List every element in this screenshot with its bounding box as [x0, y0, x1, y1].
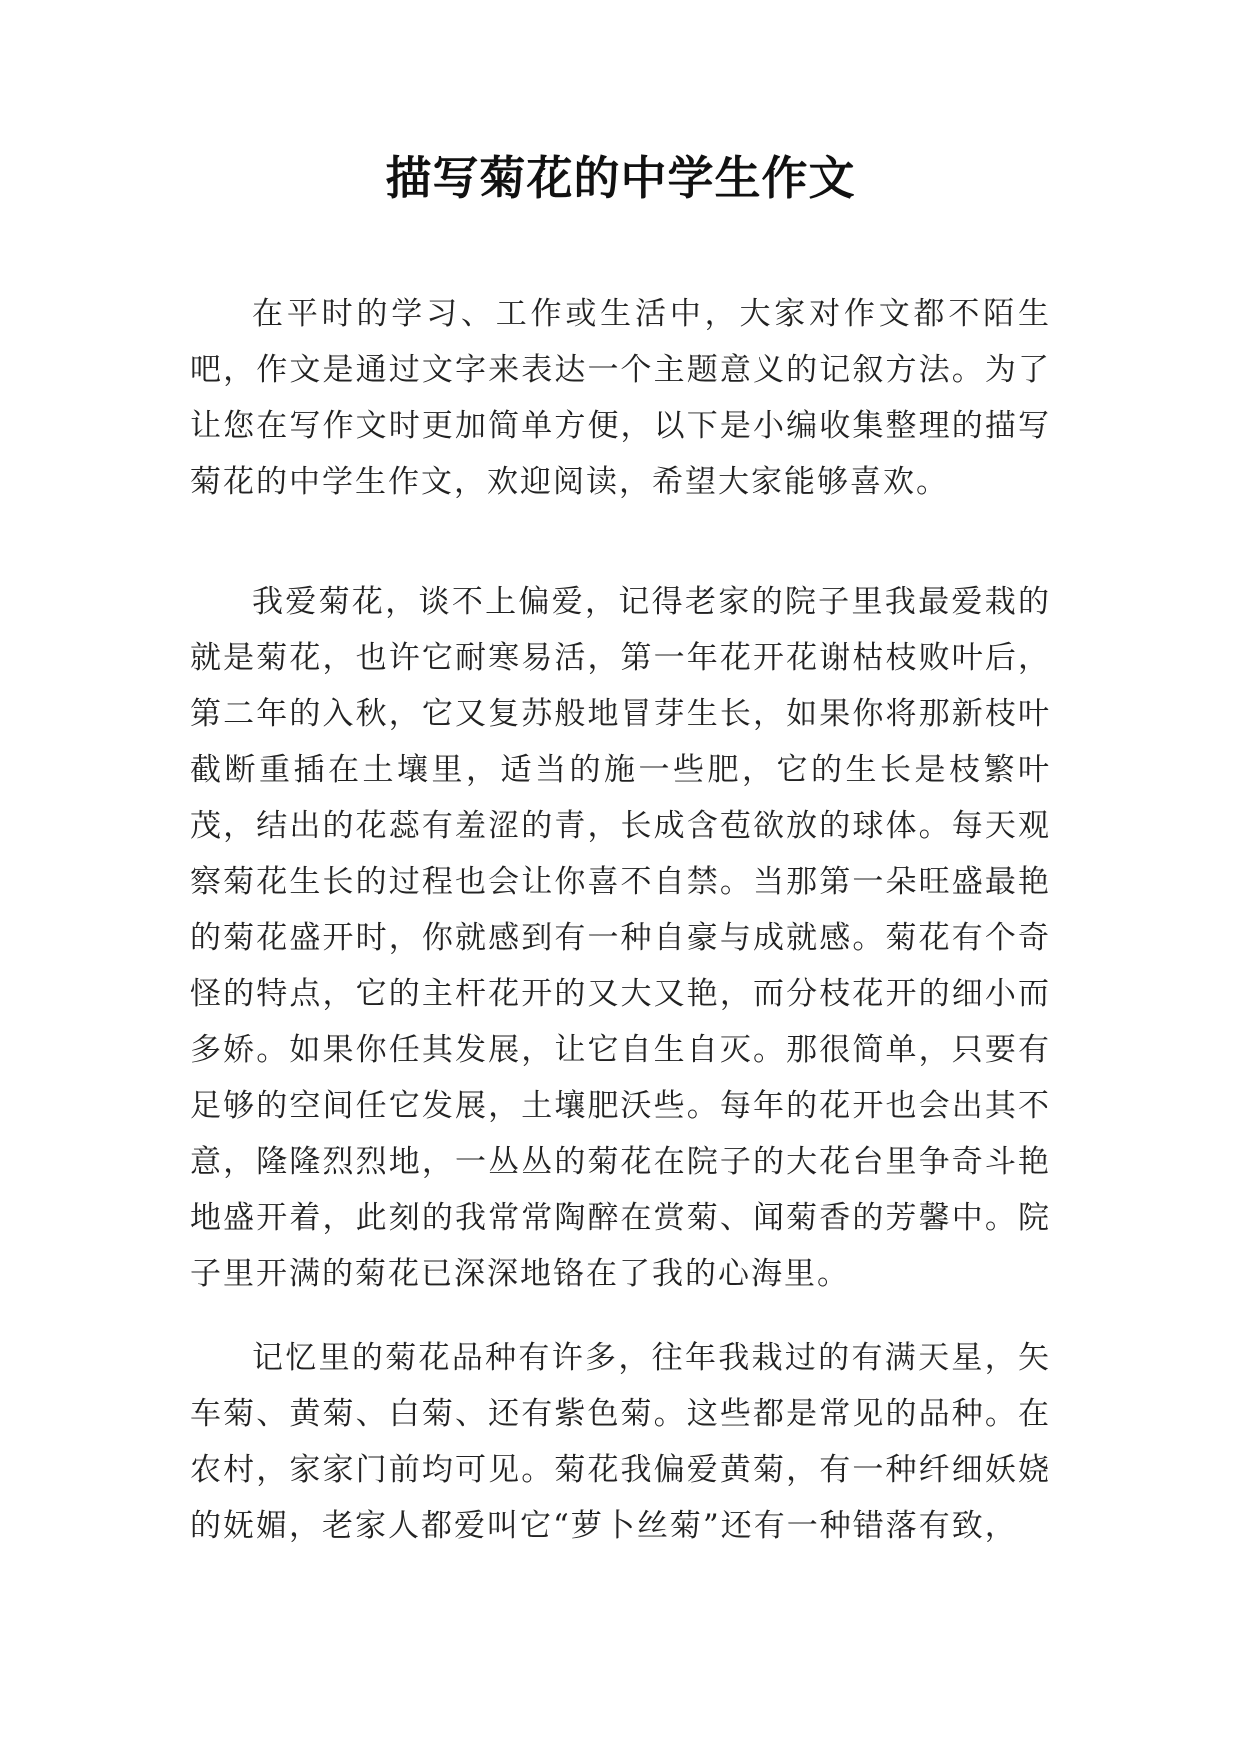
document-title: 描写菊花的中学生作文 — [385, 151, 856, 205]
paragraph-intro: 在平时的学习、工作或生活中，大家对作文都不陌生吧，作文是通过文字来表达一个主题意义的记叙方法。为了让您在写作文时更加简单方便，以下是小编收集整理的描写菊花的中学生作文，欢迎阅读，希望大家能够喜欢。 — [190, 296, 1051, 500]
document-body-intro — [190, 286, 1051, 510]
paragraph-varieties: 记忆里的菊花品种有许多，往年我栽过的有满天星，矢车菊、黄菊、白菊、还有紫色菊。这些都是常见的品种。在农村，家家门前均可见。菊花我偏爱黄菊，有一种纤细妖娆的妩媚，老家人都爱叫它“萝卜丝菊”还有一种错落有致， — [190, 1340, 1051, 1544]
document-body-main — [190, 574, 1051, 1302]
paragraph-love-chrysanthemum: 我爱菊花，谈不上偏爱，记得老家的院子里我最爱栽的就是菊花，也许它耐寒易活，第一年花开花谢枯枝败叶后，第二年的入秋，它又复苏般地冒芽生长，如果你将那新枝叶截断重插在土壤里，适当的施一些肥，它的生长是枝繁叶茂，结出的花蕊有羞涩的青，长成含苞欲放的球体。每天观察菊花生长的过程也会让你喜不自禁。当那第一朵旺盛最艳的菊花盛开时，你就感到有一种自豪与成就感。菊花有个奇怪的特点，它的主杆花开的又大又艳，而分枝花开的细小而多娇。如果你任其发展，让它自生自灭。那很简单，只要有足够的空间任它发展，土壤肥沃些。每年的花开也会出其不意，隆隆烈烈地，一丛丛的菊花在院子的大花台里争奇斗艳地盛开着，此刻的我常常陶醉在赏菊、闻菊香的芳馨中。院子里开满的菊花已深深地铬在了我的心海里。 — [190, 584, 1051, 1292]
document-body-memory — [190, 1330, 1051, 1554]
